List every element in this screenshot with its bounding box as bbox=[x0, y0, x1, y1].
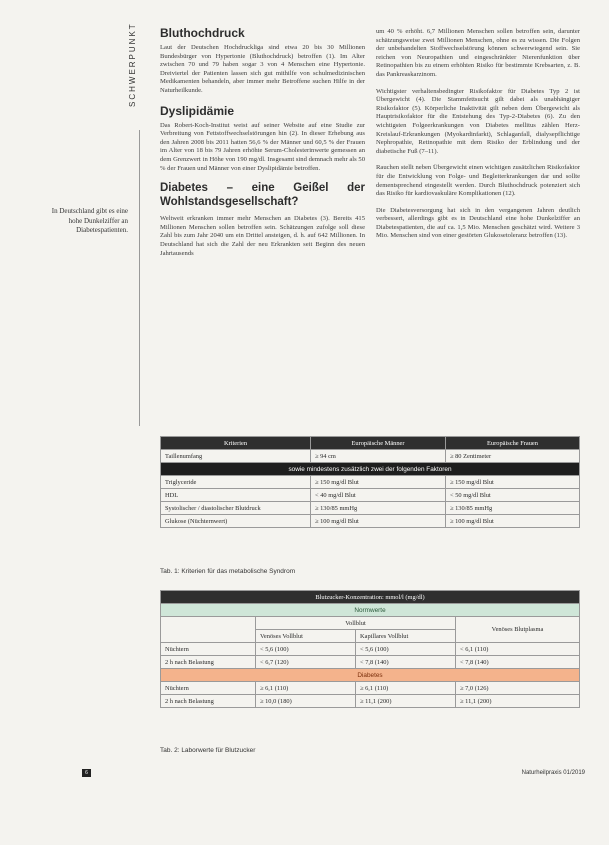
table-row bbox=[161, 502, 580, 515]
table1-header-maenner: Europäische Männer bbox=[311, 437, 446, 450]
left-column bbox=[160, 26, 365, 266]
margin-divider bbox=[139, 130, 140, 426]
table-cell: < 7,8 (140) bbox=[356, 656, 456, 669]
table-cell: ≥ 6,1 (110) bbox=[356, 682, 456, 695]
table-row bbox=[161, 515, 580, 528]
table-cell: < 6,7 (120) bbox=[256, 656, 356, 669]
table-row bbox=[161, 450, 580, 463]
table-cell: HDL bbox=[161, 489, 311, 502]
table1-header-kriterien: Kriterien bbox=[161, 437, 311, 450]
table-cell: ≥ 150 mg/dl Blut bbox=[446, 476, 580, 489]
table-cell: 2 h nach Belastung bbox=[161, 695, 256, 708]
table2-kapillar: Kapillares Vollblut bbox=[356, 630, 456, 643]
publication-footer: Naturheilpraxis 01/2019 bbox=[521, 770, 585, 776]
table2-plasma: Venöses Blutplasma bbox=[456, 617, 580, 643]
table-cell: ≥ 150 mg/dl Blut bbox=[311, 476, 446, 489]
page-number: 6 bbox=[82, 769, 91, 777]
paragraph-rauchen: Rauchen stellt neben Übergewicht einen wichtigen zusätzlichen Risikofaktor für die Entwicklung von Folge- und Begleiterkrankungen dar und sollte dementsprechend eingestellt werden. Durch Bluthochdruck potenziert sich das Risiko für kardiovaskuläre Komplikationen (12). bbox=[376, 164, 580, 198]
table-cell: Triglyceride bbox=[161, 476, 311, 489]
table-cell: ≥ 130/85 mmHg bbox=[311, 502, 446, 515]
table-cell bbox=[161, 617, 256, 643]
table2-normal-band: Normwerte bbox=[161, 604, 580, 617]
table-cell: ≥ 7,0 (126) bbox=[456, 682, 580, 695]
table-row bbox=[161, 695, 580, 708]
table-cell: ≥ 94 cm bbox=[311, 450, 446, 463]
blood-sugar-table bbox=[160, 590, 580, 708]
margin-note: In Deutschland gibt es eine hohe Dunkelziffer an Diabetespatienten. bbox=[51, 207, 128, 234]
table-cell: < 6,1 (110) bbox=[456, 643, 580, 656]
table-row bbox=[161, 643, 580, 656]
table2-venoes: Venöses Vollblut bbox=[256, 630, 356, 643]
table-cell: ≥ 10,0 (180) bbox=[256, 695, 356, 708]
table-cell: Systolischer / diastolischer Blutdruck bbox=[161, 502, 311, 515]
paragraph-bluthochdruck: Laut der Deutschen Hochdruckliga sind etwa 20 bis 30 Millionen Bundesbürger von Hypertonie (Bluthochdruck) betroffen (1). Im Alter zwischen 70 und 79 haben sogar 3 von 4 Menschen eine Hypertonie. Dreiviertel der Patienten lassen sich gut mithilfe von schulmedizinischen Medikamenten behandeln, aber immer mehr Betroffene suchen Hilfe in der Naturheilkunde. bbox=[160, 44, 365, 94]
table2-caption: Tab. 2: Laborwerte für Blutzucker bbox=[160, 747, 256, 754]
table-row bbox=[161, 682, 580, 695]
table-cell: ≥ 11,1 (200) bbox=[456, 695, 580, 708]
table-cell: Glukose (Nüchternwert) bbox=[161, 515, 311, 528]
table1-band: sowie mindestens zusätzlich zwei der folgenden Faktoren bbox=[161, 463, 580, 476]
table-cell: 2 h nach Belastung bbox=[161, 656, 256, 669]
table-cell: ≥ 6,1 (110) bbox=[256, 682, 356, 695]
table1-caption: Tab. 1: Kriterien für das metabolische Syndrom bbox=[160, 568, 296, 575]
table-cell: ≥ 130/85 mmHg bbox=[446, 502, 580, 515]
table-cell: ≥ 100 mg/dl Blut bbox=[311, 515, 446, 528]
heading-diabetes: Diabetes – eine Geißel der Wohlstandsgesellschaft? bbox=[160, 182, 365, 209]
table2-diabetes-band: Diabetes bbox=[161, 669, 580, 682]
table1-header-frauen: Europäische Frauen bbox=[446, 437, 580, 450]
metabolic-syndrome-table bbox=[160, 436, 580, 528]
table-row bbox=[161, 476, 580, 489]
table2-vollblut: Vollblut bbox=[256, 617, 456, 630]
paragraph-diabetes: Weltweit erkranken immer mehr Menschen an Diabetes (3). Bereits 415 Millionen Menschen sollen betroffen sein. Schätzungen zufolge soll diese Zahl bis zum Jahr 2040 um ein Drittel ansteigen, d. h. auf 642 Millionen. In Deutschland hat sich die Zahl der neu Erkrankten seit Beginn des neuen Jahrtausends bbox=[160, 215, 365, 257]
paragraph-risikofaktor: Wichtigster verhaltensbedingter Risikofaktor für Diabetes Typ 2 ist Übergewicht (4). Die Stammfettsucht gilt dabei als unabhängiger Risikofaktor (5). Körperliche Inaktivität gilt neben dem Übergewicht als Hauptrisikofaktor für die Entstehung des Typ-2-Diabetes (6). Zu den wichtigsten Folgeerkrankungen von Diabetes mellitus zählen Herz-Kreislauf-Erkrankungen (Myokardinfarkt), Schlaganfall, dialysepflichtige Nephropathie, Retinopathie mit dem Risiko der Erblindung und der diabetische Fuß (7–11). bbox=[376, 87, 580, 155]
right-column bbox=[376, 28, 580, 249]
table2-title: Blutzucker-Konzentration: mmol/l (mg/dl) bbox=[161, 591, 580, 604]
table-cell: < 40 mg/dl Blut bbox=[311, 489, 446, 502]
paragraph-versorgung: Die Diabetesversorgung hat sich in den vergangenen Jahren deutlich verbessert, allerdings gibt es in Deutschland eine hohe Dunkelziffer an Diabetespatienten, die auf ca. 1,5 Mio. Menschen geschätzt wird. Weitere 3 Mio. Menschen sind von einer gestörten Glukosetoleranz betroffen (13). bbox=[376, 206, 580, 240]
table-row bbox=[161, 656, 580, 669]
heading-dyslipidaemie: Dyslipidämie bbox=[160, 103, 235, 118]
table-cell: Taillenumfang bbox=[161, 450, 311, 463]
table-cell: ≥ 11,1 (200) bbox=[356, 695, 456, 708]
table-cell: ≥ 100 mg/dl Blut bbox=[446, 515, 580, 528]
table-cell: < 7,8 (140) bbox=[456, 656, 580, 669]
paragraph-dyslipidaemie: Das Robert-Koch-Institut weist auf seiner Website auf eine Studie zur Verbreitung von Fettstoffwechselstörungen hin (2). In dieser Erhebung aus den Jahren 2008 bis 2011 hatten 56,6 % der Männer und 60,5 % der Frauen im Alter von 18 bis 79 Jahren erhöhte Serum-Cholesterinwerte gemessen an dem Grenzwert in Höhe von 190 mg/dl. Insgesamt sind demnach mehr als 50 % der Frauen und Männer von einer Dyslipidämie betroffen. bbox=[160, 121, 365, 172]
section-label: SCHWERPUNKT bbox=[128, 22, 137, 107]
paragraph-folgen: um 40 % erhöht. 6,7 Millionen Menschen sollen betroffen sein, darunter schätzungsweise zwei Millionen Menschen, ohne es zu wissen. Die Folgen der unbehandelten Stoffwechselstörung können schwerwiegend sein. Sie reichen von Neuropathien und eingeschränkter Nierenfunktion über Retinopathien bis zu einem erhöhten Risiko für bestimmte Krebsarten, z. B. das Pankreaskarzinom. bbox=[376, 28, 580, 78]
table-row bbox=[161, 489, 580, 502]
table-cell: Nüchtern bbox=[161, 682, 256, 695]
heading-bluthochdruck: Bluthochdruck bbox=[160, 26, 245, 40]
table-cell: Nüchtern bbox=[161, 643, 256, 656]
table-cell: ≥ 80 Zentimeter bbox=[446, 450, 580, 463]
table-cell: < 50 mg/dl Blut bbox=[446, 489, 580, 502]
table-cell: < 5,6 (100) bbox=[356, 643, 456, 656]
table-cell: < 5,6 (100) bbox=[256, 643, 356, 656]
